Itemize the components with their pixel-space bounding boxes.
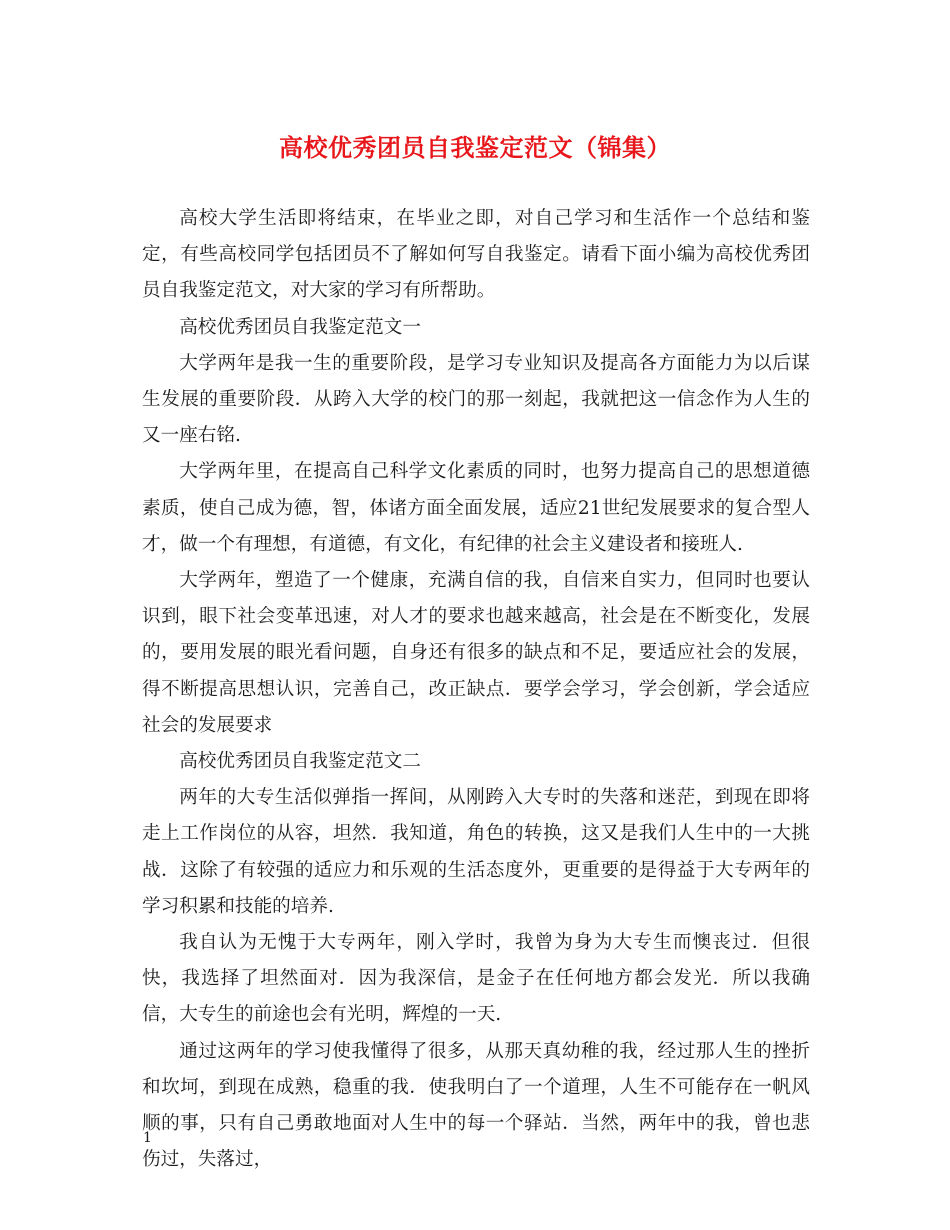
paragraph: 通过这两年的学习使我懂得了很多，从那天真幼稚的我，经过那人生的挫折和坎坷，到现在成熟，稳重的我．使我明白了一个道理，人生不可能存在一帆风顺的事，只有自己勇敢地面对人生中的每一个驿站．当然，两年中的我，曾也悲伤过，失落过， bbox=[142, 1040, 810, 1171]
paragraph: 大学两年里，在提高自己科学文化素质的同时，也努力提高自己的思想道德素质，使自己成为德，智，体诸方面全面发展，适应21世纪发展要求的复合型人才，做一个有理想，有道德，有文化，有纪律的社会主义建设者和接班人. bbox=[142, 461, 810, 555]
section-heading-one: 高校优秀团员自我鉴定范文一 bbox=[179, 316, 421, 338]
paragraph: 大学两年，塑造了一个健康，充满自信的我，自信来自实力，但同时也要认识到，眼下社会变革迅速，对人才的要求也越来越高，社会是在不断变化，发展的，要用发展的眼光看问题，自身还有很多的缺点和不足，要适应社会的发展，得不断提高思想认识，完善自己，改正缺点．要学会学习，学会创新，学会适应社会的发展要求 bbox=[142, 570, 810, 736]
document-body bbox=[142, 201, 810, 1178]
document-title: 高校优秀团员自我鉴定范文（锦集） bbox=[279, 133, 671, 162]
section-heading-two: 高校优秀团员自我鉴定范文二 bbox=[179, 751, 421, 773]
paragraph: 两年的大专生活似弹指一挥间，从刚跨入大专时的失落和迷茫，到现在即将走上工作岗位的从容，坦然．我知道，角色的转换，这又是我们人生中的一大挑战．这除了有较强的适应力和乐观的生活态度外，更重要的是得益于大专两年的学习积累和技能的培养. bbox=[142, 787, 810, 917]
page-number: 1 bbox=[143, 1130, 152, 1146]
paragraph: 我自认为无愧于大专两年，刚入学时，我曾为身为大专生而懊丧过．但很快，我选择了坦然面对．因为我深信，是金子在任何地方都会发光．所以我确信，大专生的前途也会有光明，辉煌的一天. bbox=[142, 932, 810, 1026]
paragraph-intro: 高校大学生活即将结束，在毕业之即，对自己学习和生活作一个总结和鉴定，有些高校同学包括团员不了解如何写自我鉴定。请看下面小编为高校优秀团员自我鉴定范文，对大家的学习有所帮助。 bbox=[142, 208, 810, 302]
paragraph: 大学两年是我一生的重要阶段，是学习专业知识及提高各方面能力为以后谋生发展的重要阶段．从跨入大学的校门的那一刻起，我就把这一信念作为人生的又一座右铭. bbox=[142, 352, 810, 447]
